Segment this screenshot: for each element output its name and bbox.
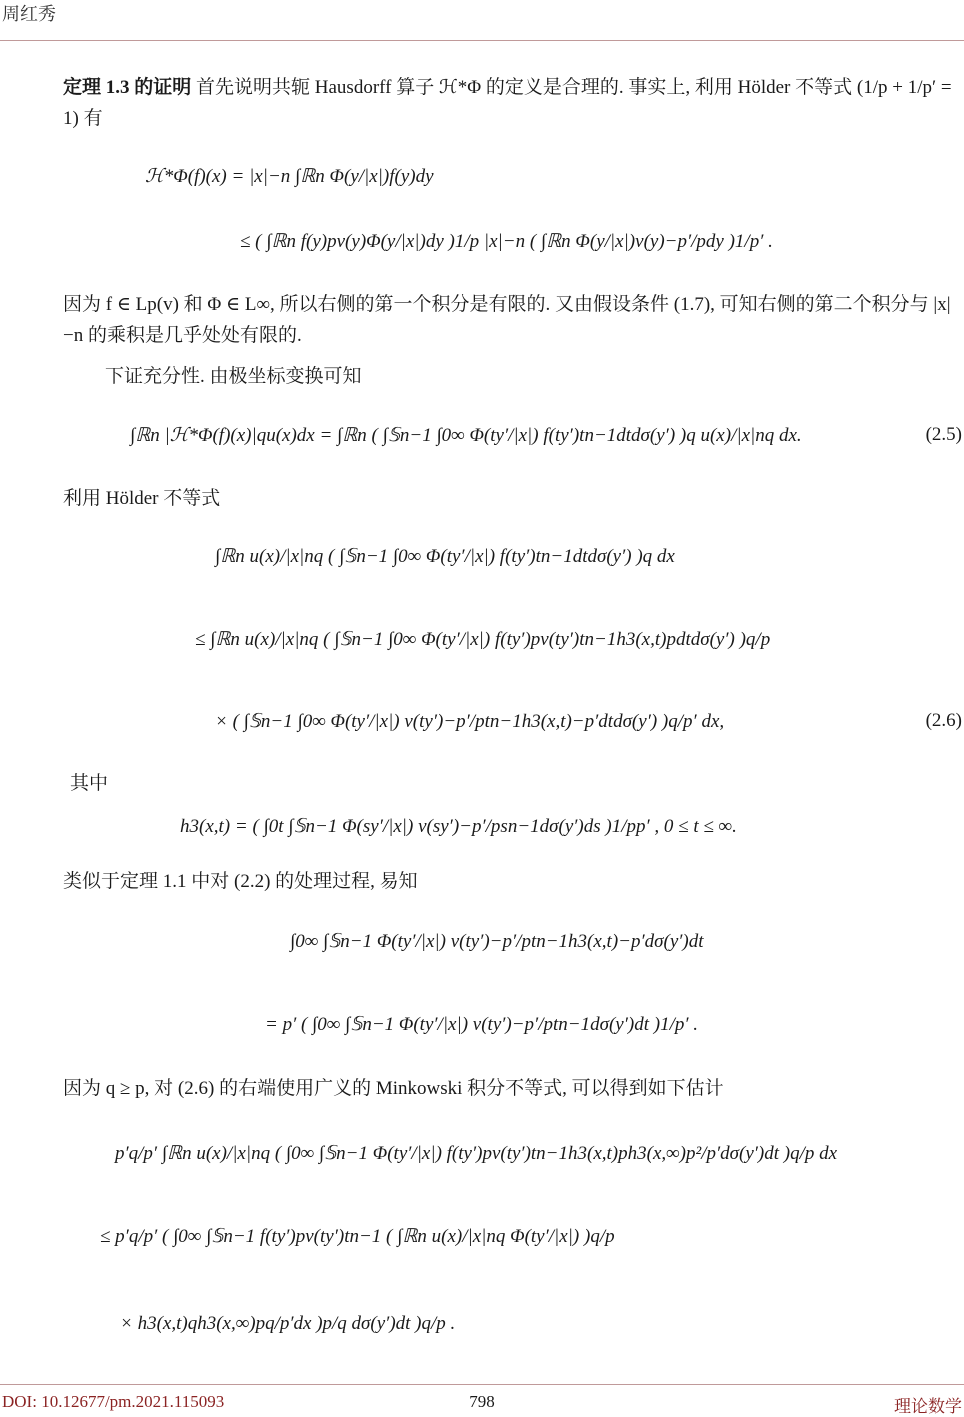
footer-doi: DOI: 10.12677/pm.2021.115093: [2, 1392, 225, 1411]
equation-5b: = p′ ( ∫0∞ ∫𝕊n−1 Φ(ty′/|x|) v(ty′)−p′/ptn−1dσ(y′)dt )1/p′ .: [265, 1014, 699, 1035]
paragraph-minkowski: 因为 q ≥ p, 对 (2.6) 的右端使用广义的 Minkowski 积分不等式, 可以得到如下估计: [63, 1078, 724, 1099]
equation-2-5: ∫ℝn |ℋ*Φ(f)(x)|qu(x)dx = ∫ℝn ( ∫𝕊n−1 ∫0∞ Φ(ty′/|x|) f(ty′)tn−1dtdσ(y′) )q u(x)/|x|nq dx.: [130, 425, 802, 446]
header-author: 周红秀: [2, 4, 56, 24]
equation-2-6b: ≤ ∫ℝn u(x)/|x|nq ( ∫𝕊n−1 ∫0∞ Φ(ty′/|x|) f(ty′)pv(ty′)tn−1h3(x,t)pdtdσ(y′) )q/p: [195, 629, 771, 650]
footer-page-number: 798: [469, 1392, 495, 1411]
equation-6c: × h3(x,t)qh3(x,∞)pq/p′dx )p/q dσ(y′)dt )q/p .: [120, 1313, 456, 1334]
footer-divider: [0, 1384, 964, 1385]
equation-5a: ∫0∞ ∫𝕊n−1 Φ(ty′/|x|) v(ty′)−p′/ptn−1h3(x,t)−p′dσ(y′)dt: [290, 931, 704, 952]
equation-2-6a: ∫ℝn u(x)/|x|nq ( ∫𝕊n−1 ∫0∞ Φ(ty′/|x|) f(ty′)tn−1dtdσ(y′) )q dx: [215, 546, 675, 567]
paragraph-similar: 类似于定理 1.1 中对 (2.2) 的处理过程, 易知: [63, 871, 418, 892]
equation-number-2-6: (2.6): [925, 710, 962, 731]
paragraph-where: 其中: [70, 773, 109, 794]
paragraph-proof-intro: [63, 72, 963, 134]
equation-number-2-5: (2.5): [925, 424, 962, 445]
proof-title: 定理 1.3 的证明: [63, 77, 192, 98]
equation-6b: ≤ p′q/p′ ( ∫0∞ ∫𝕊n−1 f(ty′)pv(ty′)tn−1 ( ∫ℝn u(x)/|x|nq Φ(ty′/|x|) )q/p: [100, 1226, 615, 1247]
equation-1b: ≤ ( ∫ℝn f(y)pv(y)Φ(y/|x|)dy )1/p |x|−n ( ∫ℝn Φ(y/|x|)v(y)−p′/pdy )1/p′ .: [240, 231, 773, 252]
paragraph-holder: 利用 Hölder 不等式: [63, 488, 221, 509]
paragraph-sufficiency: 下证充分性. 由极坐标变换可知: [105, 366, 362, 387]
equation-1a: ℋ*Φ(f)(x) = |x|−n ∫ℝn Φ(y/|x|)f(y)dy: [145, 166, 434, 187]
equation-h3-definition: h3(x,t) = ( ∫0t ∫𝕊n−1 Φ(sy′/|x|) v(sy′)−p′/psn−1dσ(y′)ds )1/pp′ , 0 ≤ t ≤ ∞.: [180, 816, 737, 837]
equation-6a: p′q/p′ ∫ℝn u(x)/|x|nq ( ∫0∞ ∫𝕊n−1 Φ(ty′/|x|) f(ty′)pv(ty′)tn−1h3(x,t)ph3(x,∞)p²/p′dσ(y′)dt )q/p dx: [115, 1143, 838, 1164]
proof-intro-text: 首先说明共轭 Hausdorff 算子 ℋ*Φ 的定义是合理的. 事实上, 利用 Hölder 不等式 (1/p + 1/p′ = 1) 有: [63, 77, 952, 129]
footer-journal-name: 理论数学: [894, 1397, 962, 1416]
equation-2-6c: × ( ∫𝕊n−1 ∫0∞ Φ(ty′/|x|) v(ty′)−p′/ptn−1h3(x,t)−p′dtdσ(y′) )q/p′ dx,: [215, 711, 725, 732]
header-divider: [0, 40, 964, 41]
paragraph-finiteness: 因为 f ∈ Lp(v) 和 Φ ∈ L∞, 所以右侧的第一个积分是有限的. 又由假设条件 (1.7), 可知右侧的第二个积分与 |x|−n 的乘积是几乎处处有限的.: [63, 294, 951, 346]
